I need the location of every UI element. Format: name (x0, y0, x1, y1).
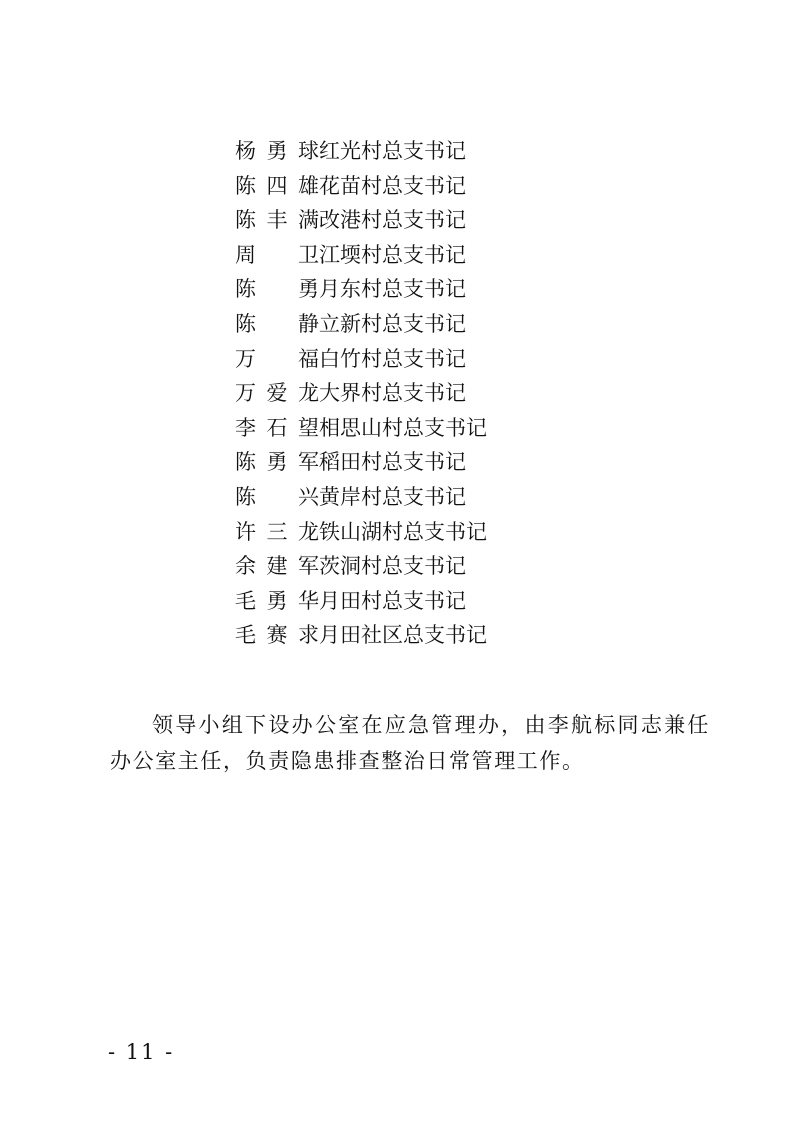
member-name: 陈兴 (235, 484, 319, 509)
member-role: 相思山村总支书记 (319, 415, 487, 440)
member-role: 茨洞村总支书记 (319, 554, 466, 579)
member-name: 毛赛求 (235, 623, 319, 648)
member-role: 花苗村总支书记 (319, 173, 466, 198)
member-row (235, 169, 655, 204)
member-role: 改港村总支书记 (319, 208, 466, 233)
member-role: 白竹村总支书记 (319, 346, 466, 371)
member-role: 立新村总支书记 (319, 311, 466, 336)
member-name: 万爱龙 (235, 381, 319, 406)
member-name: 陈勇军 (235, 450, 319, 475)
member-row (235, 238, 655, 273)
member-name: 陈丰满 (235, 208, 319, 233)
member-row (235, 515, 655, 550)
member-name: 李石望 (235, 415, 319, 440)
member-row (235, 584, 655, 619)
member-role: 红光村总支书记 (319, 139, 466, 163)
member-row (235, 480, 655, 515)
member-name: 陈静 (235, 311, 319, 336)
member-role: 黄岸村总支书记 (319, 484, 466, 509)
office-paragraph: 领导小组下设办公室在应急管理办，由李航标同志兼任办公室主任，负责隐患排查整治日常管理工作。 (110, 713, 710, 773)
member-role: 月东村总支书记 (319, 277, 466, 302)
member-name: 万福 (235, 346, 319, 371)
member-role: 铁山湖村总支书记 (319, 519, 487, 544)
page-number: - 11 - (108, 1040, 175, 1064)
member-role: 月田社区总支书记 (319, 623, 487, 648)
member-row (235, 618, 655, 653)
member-role: 月田村总支书记 (319, 588, 466, 613)
member-row (235, 134, 655, 169)
member-role: 江堧村总支书记 (319, 242, 466, 267)
member-name: 毛勇华 (235, 588, 319, 613)
member-name: 陈四雄 (235, 173, 319, 198)
member-name: 余建军 (235, 554, 319, 579)
member-row (235, 549, 655, 584)
member-role: 稻田村总支书记 (319, 450, 466, 475)
member-name: 许三龙 (235, 519, 319, 544)
member-row (235, 445, 655, 480)
member-name: 陈勇 (235, 277, 319, 302)
member-role: 大界村总支书记 (319, 381, 466, 406)
member-row (235, 272, 655, 307)
member-name: 周卫 (235, 242, 319, 267)
member-row (235, 203, 655, 238)
member-list (235, 134, 655, 653)
member-row (235, 411, 655, 446)
member-row (235, 307, 655, 342)
member-row (235, 376, 655, 411)
member-row (235, 342, 655, 377)
member-name: 杨勇球 (235, 139, 319, 163)
